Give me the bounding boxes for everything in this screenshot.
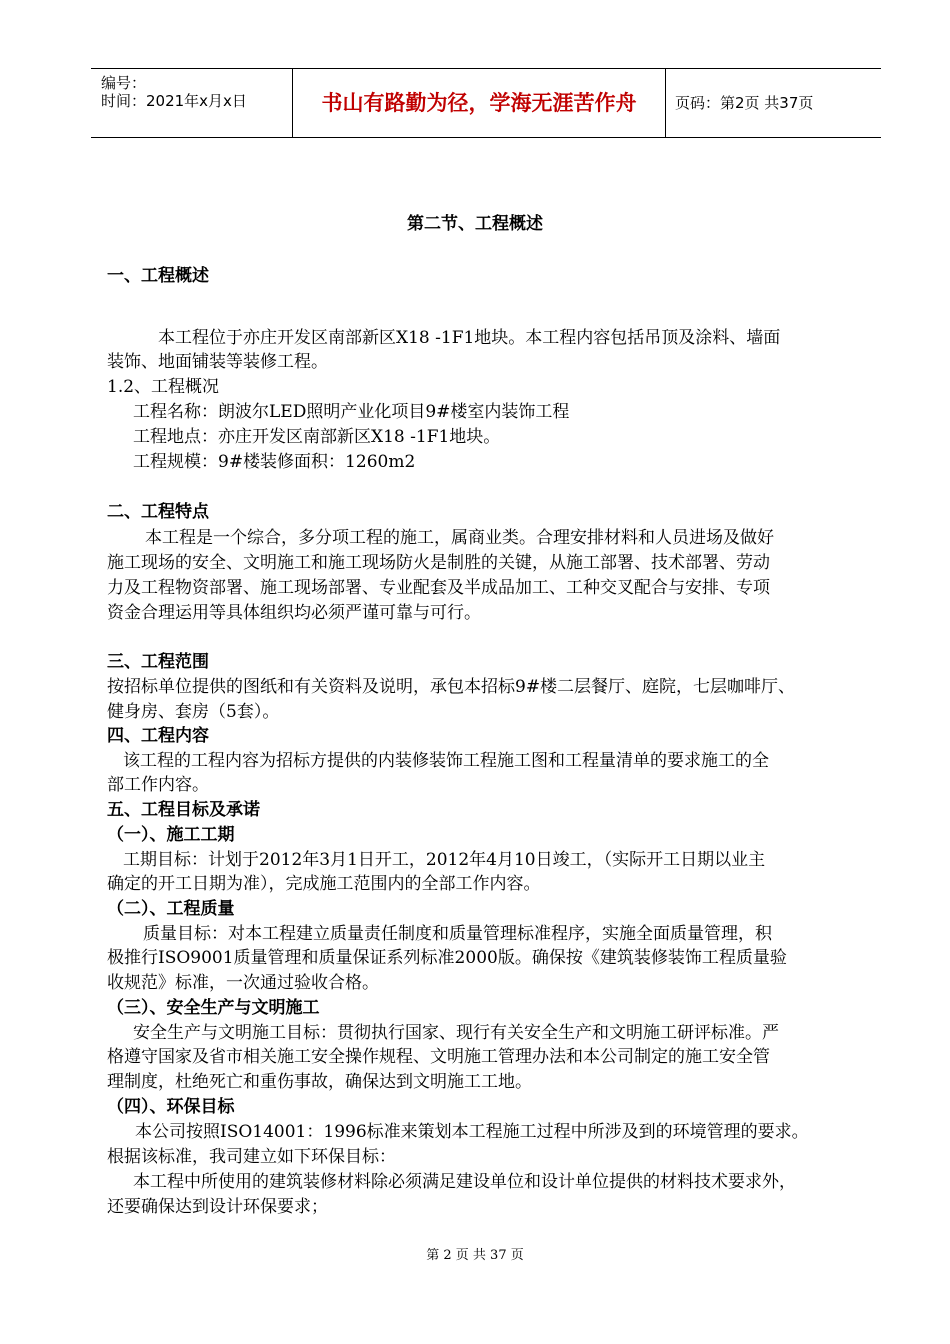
paragraph-line: 该工程的工程内容为招标方提供的内装修装饰工程施工图和工程量清单的要求施工的全 (123, 751, 769, 771)
header-page-info: 页码：第2页 共37页 (675, 94, 814, 112)
subheading-1-2: 1.2、工程概况 (107, 377, 220, 397)
header-table (91, 68, 881, 138)
paragraph-line: 本工程是一个综合，多分项工程的施工，属商业类。合理安排材料和人员进场及做好 (145, 528, 774, 548)
paragraph-line: 资金合理运用等具体组织均必须严谨可靠与可行。 (107, 603, 481, 623)
subheading-schedule: （一）、施工工期 (107, 825, 235, 845)
paragraph-line: 本工程位于亦庄开发区南部新区X18 -1F1地块。本工程内容包括吊顶及涂料、墙面 (158, 328, 781, 348)
page-footer: 第 2 页 共 37 页 (426, 1248, 524, 1263)
paragraph-line: 工期目标：计划于2012年3月1日开工，2012年4月10日竣工，（实际开工日期以业主 (123, 850, 766, 870)
paragraph-line: 收规范》标准，一次通过验收合格。 (107, 973, 379, 993)
heading-features: 二、工程特点 (107, 502, 209, 522)
document-time-label: 时间：2021年x月x日 (101, 92, 247, 110)
paragraph-line: 健身房、套房（5套）。 (107, 702, 280, 722)
paragraph-line: 质量目标：对本工程建立质量责任制度和质量管理标准程序，实施全面质量管理，积 (143, 924, 772, 944)
section-title: 第二节、工程概述 (407, 214, 543, 234)
paragraph-line: 安全生产与文明施工目标：贯彻执行国家、现行有关安全生产和文明施工研评标准。严 (133, 1023, 779, 1043)
heading-scope: 三、工程范围 (107, 652, 209, 672)
project-location-line: 工程地点：亦庄开发区南部新区X18 -1F1地块。 (133, 427, 501, 447)
header-motto: 书山有路勤为径，学海无涯苦作舟 (293, 69, 666, 137)
subheading-quality: （二）、工程质量 (107, 899, 235, 919)
paragraph-line: 本公司按照ISO14001：1996标准来策划本工程施工过程中所涉及到的环境管理的要求。 (135, 1122, 809, 1142)
paragraph-line: 格遵守国家及省市相关施工安全操作规程、文明施工管理办法和本公司制定的施工安全管 (107, 1047, 770, 1067)
paragraph-line: 极推行ISO9001质量管理和质量保证系列标准2000版。确保按《建筑装修装饰工程质量验 (107, 948, 787, 968)
heading-content: 四、工程内容 (107, 726, 209, 746)
paragraph-line: 装饰、地面铺装等装修工程。 (107, 352, 328, 372)
paragraph-line: 根据该标准，我司建立如下环保目标： (107, 1147, 396, 1167)
subheading-safety: （三）、安全生产与文明施工 (107, 998, 320, 1018)
paragraph-line: 部工作内容。 (107, 775, 209, 795)
header-meta-cell (91, 69, 293, 137)
subheading-environment: （四）、环保目标 (107, 1097, 235, 1117)
heading-goals: 五、工程目标及承诺 (107, 800, 260, 820)
paragraph-line: 还要确保达到设计环保要求； (107, 1197, 328, 1217)
paragraph-line: 施工现场的安全、文明施工和施工现场防火是制胜的关键，从施工部署、技术部署、劳动 (107, 553, 770, 573)
paragraph-line: 确定的开工日期为准），完成施工范围内的全部工作内容。 (107, 874, 541, 894)
heading-overview: 一、工程概述 (107, 266, 209, 286)
project-name-line: 工程名称：朗波尔LED照明产业化项目9#楼室内装饰工程 (133, 402, 570, 422)
paragraph-line: 本工程中所使用的建筑装修材料除必须满足建设单位和设计单位提供的材料技术要求外， (133, 1172, 796, 1192)
document-number-label: 编号： (101, 74, 147, 92)
project-scale-line: 工程规模：9#楼装修面积：1260m2 (133, 452, 416, 472)
paragraph-line: 理制度，杜绝死亡和重伤事故，确保达到文明施工工地。 (107, 1072, 532, 1092)
paragraph-line: 按招标单位提供的图纸和有关资料及说明，承包本招标9#楼二层餐厅、庭院，七层咖啡厅、 (107, 677, 796, 697)
paragraph-line: 力及工程物资部署、施工现场部署、专业配套及半成品加工、工种交叉配合与安排、专项 (107, 578, 770, 598)
